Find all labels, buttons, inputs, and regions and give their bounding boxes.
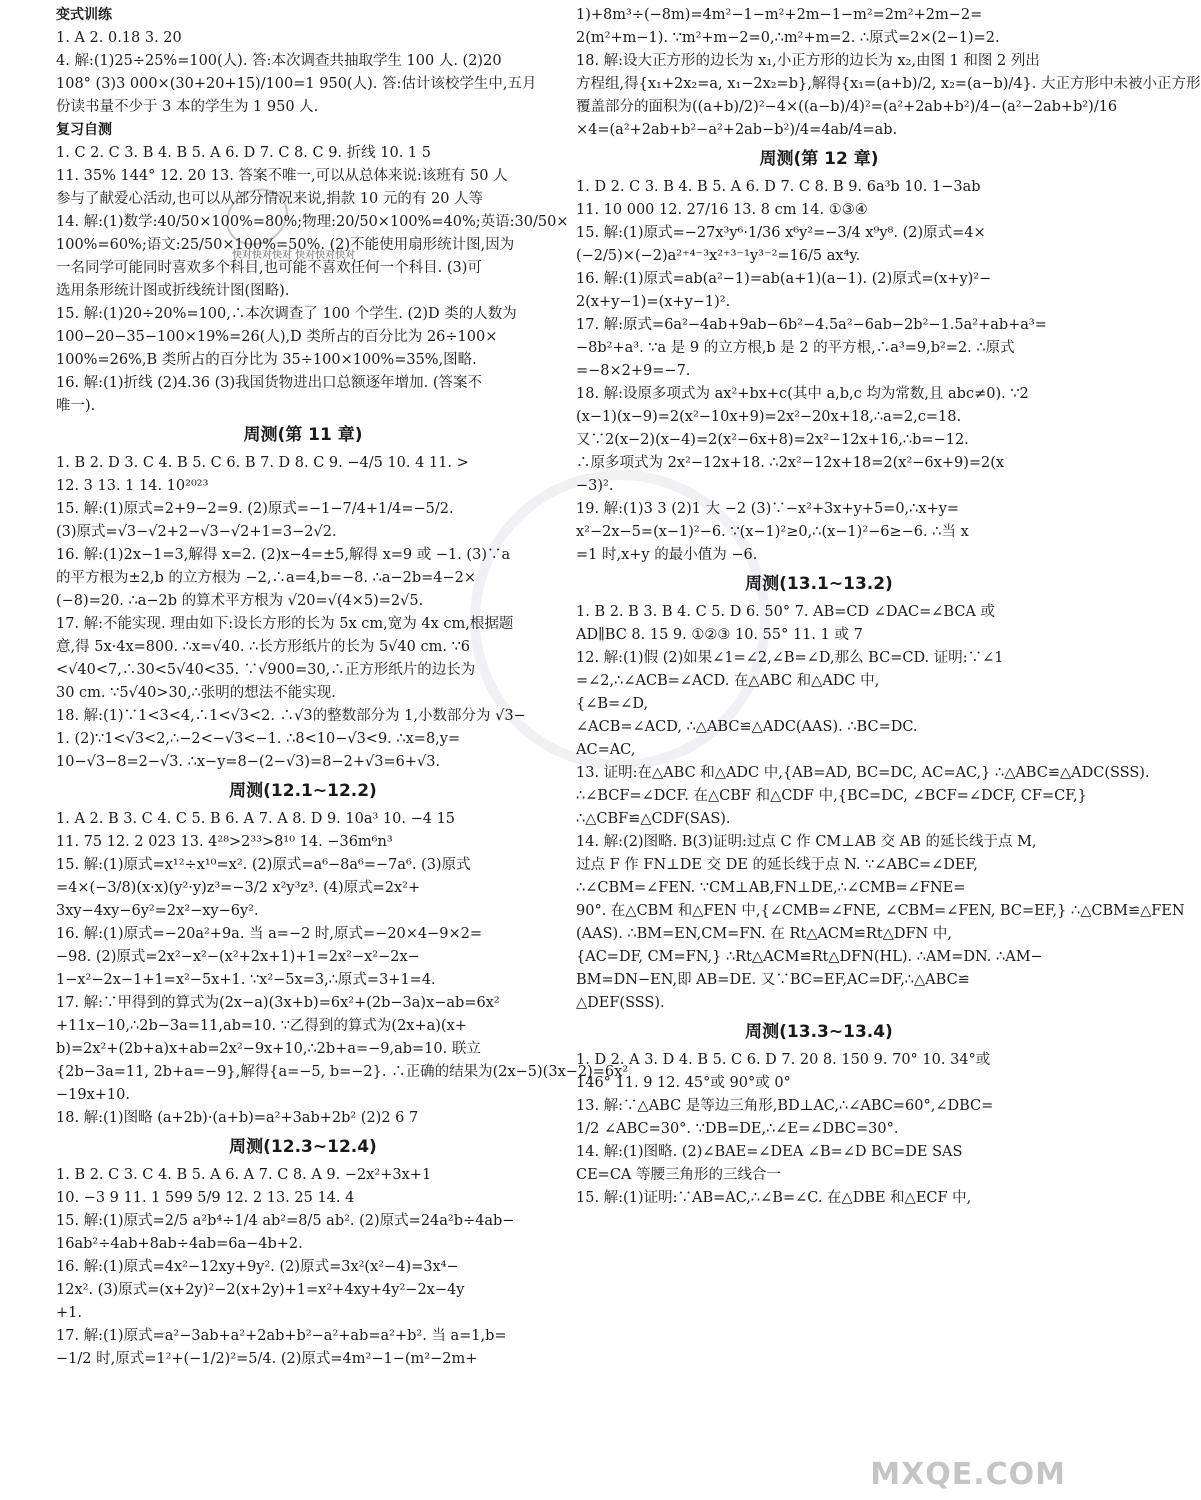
- answer-line: 1. B 2. D 3. C 4. B 5. C 6. B 7. D 8. C 9. −4/5 10. 4 11. >: [56, 455, 469, 471]
- answer-line: (−2/5)×(−2)a²⁺⁴⁻³x²⁺³⁻¹y³⁻²=16/5 ax⁴y.: [576, 248, 861, 264]
- answer-line: 17. 解:∵甲得到的算式为(2x−a)(3x+b)=6x²+(2b−3a)x−ab=6x²: [56, 995, 500, 1011]
- answer-line: 90°. 在△CBM 和△FEN 中,{∠CMB=∠FNE, ∠CBM=∠FEN, BC=EF,} ∴△CBM≌△FEN: [576, 903, 1185, 919]
- answer-line: 16. 解:(1)2x−1=3,解得 x=2. (2)x−4=±5,解得 x=9 或 −1. (3)∵a: [56, 547, 511, 563]
- answer-line: −1/2 时,原式=1²+(−1/2)²=5/4. (2)原式=4m²−1−(m²−2m+: [56, 1351, 478, 1367]
- answer-line: ∴∠CBM=∠FEN. ∵CM⊥AB,FN⊥DE,∴∠CMB=∠FNE=: [576, 880, 966, 896]
- answer-line: 1)+8m³÷(−8m)=4m²−1−m²+2m−1−m²=2m²+2m−2=: [576, 7, 983, 23]
- answer-line: 14. 解:(2)图略. B(3)证明:过点 C 作 CM⊥AB 交 AB 的延长线于点 M,: [576, 834, 1037, 850]
- right-column: [576, 4, 1201, 1210]
- answer-line: 17. 解:原式=6a²−4ab+9ab−6b²−4.5a²−6ab−2b²−1.5a²+ab+a³=: [576, 317, 1047, 333]
- answer-line: 15. 解:(1)原式=−27x³y⁶·1/36 x⁶y²=−3/4 x⁹y⁸. (2)原式=4×: [576, 225, 986, 241]
- answer-line: CE=CA 等腰三角形的三线合一: [576, 1167, 782, 1183]
- answer-line: 17. 解:不能实现. 理由如下:设长方形的长为 5x cm,宽为 4x cm,根据题: [56, 616, 514, 632]
- answer-line: −3)².: [576, 478, 614, 494]
- answer-line: (AAS). ∴BM=EN,CM=FN. 在 Rt△ACM≌Rt△DFN 中,: [576, 926, 952, 942]
- answer-line: 15. 解:(1)20÷20%=100,∴本次调查了 100 个学生. (2)D 类的人数为: [56, 306, 517, 322]
- answer-line: (3)原式=√3−√2+2−√3−√2+1=3−2√2.: [56, 524, 337, 540]
- answer-line: {2b−3a=11, 2b+a=−9},解得{a=−5, b=−2}. ∴正确的结果为(2x−5)(3x−2)=6x²: [56, 1064, 629, 1080]
- answer-line: ∴∠BCF=∠DCF. 在△CBF 和△CDF 中,{BC=DC, ∠BCF=∠DCF, CF=CF,}: [576, 788, 1087, 804]
- answer-line: 146° 11. 9 12. 45°或 90°或 0°: [576, 1075, 791, 1091]
- answer-line: 1. A 2. B 3. C 4. C 5. B 6. A 7. A 8. D 9. 10a³ 10. −4 15: [56, 811, 456, 827]
- stamp-text: 快对快对快对 快对快对快对: [232, 250, 356, 261]
- answer-line: 又∵2(x−2)(x−4)=2(x²−6x+8)=2x²−12x+16,∴b=−12.: [576, 432, 969, 448]
- answer-line: +11x−10,∴2b−3a=11,ab=10. ∵乙得到的算式为(2x+a)(x+: [56, 1018, 467, 1034]
- answer-line: △DEF(SSS).: [576, 995, 665, 1011]
- answer-line: 2(m²+m−1). ∵m²+m−2=0,∴m²+m=2. ∴原式=2×(2−1)=2.: [576, 30, 1000, 46]
- answer-line: 1−x²−2x−1+1=x²−5x+1. ∵x²−5x=3,∴原式=3+1=4.: [56, 972, 436, 988]
- answer-line: (x−1)(x−9)=2(x²−10x+9)=2x²−20x+18,∴a=2,c=18.: [576, 409, 962, 425]
- answer-line: 108° (3)3 000×(30+20+15)/100=1 950(人). 答:估计该校学生中,五月: [56, 76, 537, 92]
- answer-line: 15. 解:(1)原式=2+9−2=9. (2)原式=−1−7/4+1/4=−5/2.: [56, 501, 454, 517]
- section-heading: 变式训练: [56, 7, 112, 23]
- answer-line: 13. 证明:在△ABC 和△ADC 中,{AB=AD, BC=DC, AC=AC,} ∴△ABC≌△ADC(SSS).: [576, 765, 1150, 781]
- answer-line: =1 时,x+y 的最小值为 −6.: [576, 547, 758, 563]
- answer-line: 1. B 2. B 3. B 4. C 5. D 6. 50° 7. AB=CD ∠DAC=∠BCA 或: [576, 604, 995, 620]
- answer-line: 100%=26%,B 类所占的百分比为 35÷100×100%=35%,图略.: [56, 352, 477, 368]
- answer-line: 13. 解:∵△ABC 是等边三角形,BD⊥AC,∴∠ABC=60°,∠DBC=: [576, 1098, 994, 1114]
- answer-line: 19. 解:(1)3 3 (2)1 大 −2 (3)∵−x²+3x+y+5=0,∴x+y=: [576, 501, 960, 517]
- answer-line: 16ab²÷4ab+8ab÷4ab=6a−4b+2.: [56, 1236, 303, 1252]
- section-title: 周测(第 12 章): [759, 149, 879, 169]
- answer-line: 18. 解:(1)图略 (a+2b)·(a+b)=a²+3ab+2b² (2)2 6 7: [56, 1110, 419, 1126]
- answer-line: 一名同学可能同时喜欢多个科目,也可能不喜欢任何一个科目. (3)可: [56, 260, 482, 276]
- answer-line: 1. A 2. 0.18 3. 20: [56, 30, 182, 46]
- section-title: 周测(第 11 章): [243, 425, 363, 445]
- answer-line: 15. 解:(1)原式=2/5 a²b⁴÷1/4 ab²=8/5 ab². (2)原式=24a²b÷4ab−: [56, 1213, 515, 1229]
- answer-line: 12x². (3)原式=(x+2y)²−2(x+2y)+1=x²+4xy+4y²−2x−4y: [56, 1282, 465, 1298]
- answer-line: 16. 解:(1)折线 (2)4.36 (3)我国货物进出口总额逐年增加. (答案不: [56, 375, 483, 391]
- answer-line: AD∥BC 8. 15 9. ①②③ 10. 55° 11. 1 或 7: [576, 627, 863, 643]
- answer-line: =4×(−3/8)(x·x)(y²·y)z³=−3/2 x²y³z³. (4)原式=2x²+: [56, 880, 421, 896]
- answer-line: 唯一).: [56, 398, 96, 414]
- answer-line: −8b²+a³. ∵a 是 9 的立方根,b 是 2 的平方根,∴a³=9,b²=2. ∴原式: [576, 340, 1015, 356]
- answer-line: 选用条形统计图或折线统计图(图略).: [56, 283, 290, 299]
- answer-line: 30 cm. ∵5√40>30,∴张明的想法不能实现.: [56, 685, 336, 701]
- answer-line: {AC=DF, CM=FN,} ∴Rt△ACM≌Rt△DFN(HL). ∴AM=DN. ∴AM−: [576, 949, 1043, 965]
- answer-line: ∴原多项式为 2x²−12x+18. ∴2x²−12x+18=2(x²−6x+9)=2(x: [576, 455, 1005, 471]
- answer-line: 15. 解:(1)证明:∵AB=AC,∴∠B=∠C. 在△DBE 和△ECF 中,: [576, 1190, 972, 1206]
- answer-line: ∴△CBF≌△CDF(SAS).: [576, 811, 731, 827]
- answer-line: 1. (2)∵1<√3<2,∴−2<−√3<−1. ∴8<10−√3<9. ∴x=8,y=: [56, 731, 461, 747]
- answer-line: 16. 解:(1)原式=−20a²+9a. 当 a=−2 时,原式=−20×4−9×2=: [56, 926, 483, 942]
- answer-line: x²−2x−5=(x−1)²−6. ∵(x−1)²≥0,∴(x−1)²−6≥−6. ∴当 x: [576, 524, 969, 540]
- answer-line: =−8×2+9=−7.: [576, 363, 691, 379]
- answer-line: ∠ACB=∠ACD, ∴△ABC≌△ADC(AAS). ∴BC=DC.: [576, 719, 918, 735]
- answer-line: 1/2 ∠ABC=30°. ∵DB=DE,∴∠E=∠DBC=30°.: [576, 1121, 899, 1137]
- answer-line: +1.: [56, 1305, 82, 1321]
- answer-line: 18. 解:(1)∵1<3<4,∴1<√3<2. ∴√3的整数部分为 1,小数部分为 √3−: [56, 708, 526, 724]
- answer-line: 4. 解:(1)25÷25%=100(人). 答:本次调查共抽取学生 100 人. (2)20: [56, 53, 502, 69]
- answer-line: AC=AC,: [576, 742, 636, 758]
- site-brand-watermark: MXQE.COM: [870, 1457, 1066, 1492]
- answer-line: 1. C 2. C 3. B 4. B 5. A 6. D 7. C 8. C 9. 折线 10. 1 5: [56, 145, 431, 161]
- answer-line: 100−20−35−100×19%=26(人),D 类所占的百分比为 26÷100×: [56, 329, 498, 345]
- answer-line: 15. 解:(1)原式=x¹²÷x¹⁰=x². (2)原式=a⁶−8a⁶=−7a⁶. (3)原式: [56, 857, 471, 873]
- answer-line: 12. 3 13. 1 14. 10²⁰²³: [56, 478, 209, 494]
- answer-line: 14. 解:(1)数学:40/50×100%=80%;物理:20/50×100%=40%;英语:30/50×: [56, 214, 569, 230]
- answer-line: 覆盖部分的面积为((a+b)/2)²−4×((a−b)/4)²=(a²+2ab+b²)/4−(a²−2ab+b²)/16: [576, 99, 1118, 115]
- section-title: 周测(12.3~12.4): [229, 1137, 377, 1157]
- answer-line: 12. 解:(1)假 (2)如果∠1=∠2,∠B=∠D,那么 BC=CD. 证明:∵∠1: [576, 650, 1004, 666]
- answer-line: 份读书量不少于 3 本的学生为 1 950 人.: [56, 99, 319, 115]
- answer-line: (−8)=20. ∴a−2b 的算术平方根为 √20=√(4×5)=2√5.: [56, 593, 424, 609]
- answer-line: BM=DN−EN,即 AB=DE. 又∵BC=EF,AC=DF,∴△ABC≌: [576, 972, 970, 988]
- answer-line: 11. 10 000 12. 27/16 13. 8 cm 14. ①③④: [576, 202, 868, 218]
- answer-line: 18. 解:设原多项式为 ax²+bx+c(其中 a,b,c 均为常数,且 abc≠0). ∵2: [576, 386, 1029, 402]
- answer-line: −19x+10.: [56, 1087, 130, 1103]
- answer-line: 意,得 5x·4x=800. ∴x=√40. ∴长方形纸片的长为 5√40 cm. ∵6: [56, 639, 471, 655]
- answer-line: 3xy−4xy−6y²=2x²−xy−6y².: [56, 903, 259, 919]
- answer-line: 11. 75 12. 2 023 13. 4²⁸>2³³>8¹⁰ 14. −36m⁶n³: [56, 834, 393, 850]
- answer-line: {∠B=∠D,: [576, 696, 649, 712]
- section-title: 周测(12.1~12.2): [229, 781, 377, 801]
- answer-line: 过点 F 作 FN⊥DE 交 DE 的延长线于点 N. ∵∠ABC=∠DEF,: [576, 857, 978, 873]
- answer-line: 1. D 2. A 3. D 4. B 5. C 6. D 7. 20 8. 150 9. 70° 10. 34°或: [576, 1052, 991, 1068]
- answer-line: 的平方根为±2,b 的立方根为 −2,∴a=4,b=−8. ∴a−2b=4−2×: [56, 570, 477, 586]
- answer-line: 100%=60%;语文:25/50×100%=50%. (2)不能使用扇形统计图,因为: [56, 237, 515, 253]
- answer-line: 16. 解:(1)原式=ab(a²−1)=ab(a+1)(a−1). (2)原式=(x+y)²−: [576, 271, 992, 287]
- answer-line: 18. 解:设大正方形的边长为 x₁,小正方形的边长为 x₂,由图 1 和图 2 列出: [576, 53, 1040, 69]
- answer-line: 16. 解:(1)原式=4x²−12xy+9y². (2)原式=3x²(x²−4)=3x⁴−: [56, 1259, 459, 1275]
- answer-line: −98. (2)原式=2x²−x²−(x²+2x+1)+1=2x²−x²−2x−: [56, 949, 420, 965]
- answer-line: <√40<7,∴30<5√40<35. ∵√900=30,∴正方形纸片的边长为: [56, 662, 476, 678]
- section-title: 周测(13.3~13.4): [745, 1022, 893, 1042]
- answer-line: b)=2x²+(2b+a)x+ab=2x²−9x+10,∴2b+a=−9,ab=10. 联立: [56, 1041, 481, 1057]
- answer-line: 17. 解:(1)原式=a²−3ab+a²+2ab+b²−a²+ab=a²+b². 当 a=1,b=: [56, 1328, 507, 1344]
- answer-line: ×4=(a²+2ab+b²−a²+2ab−b²)/4=4ab/4=ab.: [576, 122, 898, 138]
- answer-line: 方程组,得{x₁+2x₂=a, x₁−2x₂=b},解得{x₁=(a+b)/2, x₂=(a−b)/4}. 大正方形中未被小正方形: [576, 76, 1201, 92]
- answer-line: 1. D 2. C 3. B 4. B 5. A 6. D 7. C 8. B 9. 6a³b 10. 1−3ab: [576, 179, 981, 195]
- answer-line: =∠2,∴∠ACB=∠ACD. 在△ABC 和△ADC 中,: [576, 673, 880, 689]
- answer-line: 10. −3 9 11. 1 599 5/9 12. 2 13. 25 14. 4: [56, 1190, 355, 1206]
- answer-line: 14. 解:(1)图略. (2)∠BAE=∠DEA ∠B=∠D BC=DE SAS: [576, 1144, 963, 1160]
- section-heading: 复习自测: [56, 122, 112, 138]
- answer-line: 2(x+y−1)=(x+y−1)².: [576, 294, 731, 310]
- answer-line: 11. 35% 144° 12. 20 13. 答案不唯一,可以从总体来说:该班有 50 人: [56, 168, 508, 184]
- section-title: 周测(13.1~13.2): [745, 574, 893, 594]
- answer-line: 参与了献爱心活动,也可以从部分情况来说,捐款 10 元的有 20 人等: [56, 191, 484, 207]
- answer-line: 10−√3−8=2−√3. ∴x−y=8−(2−√3)=8−2+√3=6+√3.: [56, 754, 441, 770]
- answer-line: 1. B 2. C 3. C 4. B 5. A 6. A 7. C 8. A 9. −2x²+3x+1: [56, 1167, 432, 1183]
